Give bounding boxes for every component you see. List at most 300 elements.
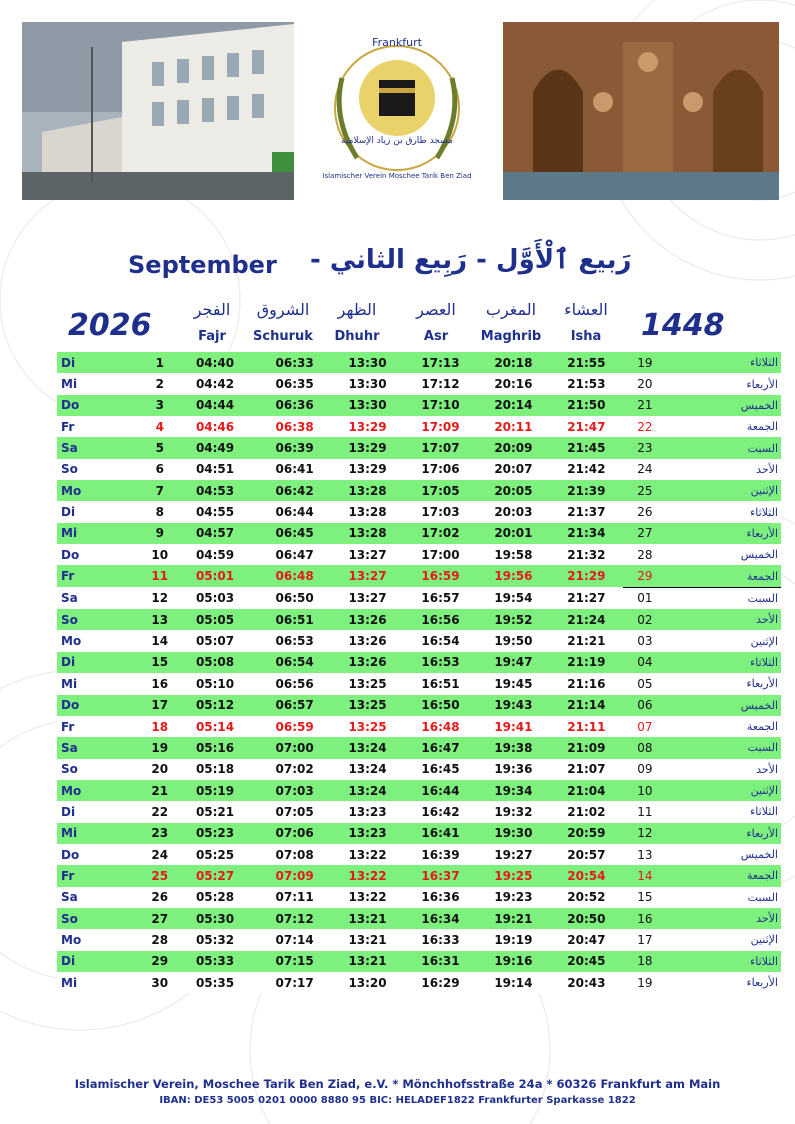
asr-cell: 17:05 [404,480,477,501]
day-cell: 30 [148,972,172,993]
hijri-day-cell: 14 [623,865,667,886]
maghrib-cell: 19:58 [477,544,550,565]
weekday-cell: Di [57,801,148,822]
hijri-day-cell: 17 [623,929,667,950]
asr-cell: 16:34 [404,908,477,929]
arabic-weekday-cell: الخميس [667,844,781,865]
fajr-cell: 04:59 [172,544,258,565]
maghrib-cell: 20:18 [477,352,550,373]
maghrib-cell: 19:56 [477,565,550,587]
weekday-cell: Sa [57,737,148,758]
weekday-cell: Mi [57,673,148,694]
fajr-cell: 05:21 [172,801,258,822]
col-head-ar: الظهر [337,300,377,319]
arabic-weekday-cell: الإثنين [667,929,781,950]
table-row [57,929,781,950]
maghrib-cell: 19:50 [477,630,550,651]
weekday-cell: Mo [57,630,148,651]
isha-cell: 21:53 [550,373,623,394]
schuruk-cell: 07:06 [258,823,331,844]
day-cell: 21 [148,780,172,801]
dhuhr-cell: 13:25 [331,673,404,694]
arabic-weekday-cell: السبت [667,437,781,458]
isha-cell: 21:50 [550,395,623,416]
maghrib-cell: 19:23 [477,887,550,908]
day-cell: 15 [148,652,172,673]
hijri-day-cell: 05 [623,673,667,694]
table-row [57,695,781,716]
col-head-lat: Asr [423,329,449,344]
isha-cell: 21:09 [550,737,623,758]
weekday-cell: Di [57,352,148,373]
day-cell: 7 [148,480,172,501]
asr-cell: 16:48 [404,716,477,737]
col-head-lat: Dhuhr [334,329,380,344]
table-row [57,972,781,993]
isha-cell: 21:11 [550,716,623,737]
dhuhr-cell: 13:26 [331,630,404,651]
maghrib-cell: 19:14 [477,972,550,993]
weekday-cell: Fr [57,865,148,886]
hijri-day-cell: 28 [623,544,667,565]
asr-cell: 17:02 [404,523,477,544]
dhuhr-cell: 13:28 [331,523,404,544]
isha-cell: 21:42 [550,459,623,480]
weekday-cell: Mi [57,523,148,544]
weekday-cell: Di [57,652,148,673]
schuruk-cell: 07:09 [258,865,331,886]
asr-cell: 17:06 [404,459,477,480]
hijri-day-cell: 16 [623,908,667,929]
hijri-day-cell: 25 [623,480,667,501]
isha-cell: 21:21 [550,630,623,651]
col-head-ar: الشروق [256,300,310,319]
table-row [57,673,781,694]
table-row [57,823,781,844]
dhuhr-cell: 13:27 [331,587,404,609]
maghrib-cell: 19:43 [477,695,550,716]
maghrib-cell: 19:41 [477,716,550,737]
isha-cell: 21:16 [550,673,623,694]
col-head-lat: Isha [570,329,602,344]
arabic-weekday-cell: السبت [667,587,781,609]
table-row [57,523,781,544]
fajr-cell: 04:40 [172,352,258,373]
schuruk-cell: 06:57 [258,695,331,716]
maghrib-cell: 19:38 [477,737,550,758]
isha-cell: 21:07 [550,759,623,780]
asr-cell: 17:03 [404,501,477,522]
day-cell: 19 [148,737,172,758]
asr-cell: 16:33 [404,929,477,950]
year-hijri: 1448 [641,308,725,343]
hijri-day-cell: 27 [623,523,667,544]
asr-cell: 17:09 [404,416,477,437]
schuruk-cell: 06:39 [258,437,331,458]
fajr-cell: 05:14 [172,716,258,737]
arabic-weekday-cell: الخميس [667,395,781,416]
dhuhr-cell: 13:30 [331,352,404,373]
fajr-cell: 05:27 [172,865,258,886]
dhuhr-cell: 13:24 [331,759,404,780]
isha-cell: 21:27 [550,587,623,609]
weekday-cell: Fr [57,416,148,437]
day-cell: 20 [148,759,172,780]
schuruk-cell: 06:44 [258,501,331,522]
hijri-day-cell: 07 [623,716,667,737]
fajr-cell: 04:55 [172,501,258,522]
maghrib-cell: 19:19 [477,929,550,950]
col-head-ar: الفجر [193,300,231,319]
table-row [57,565,781,587]
table-row [57,352,781,373]
isha-cell: 21:39 [550,480,623,501]
dhuhr-cell: 13:29 [331,416,404,437]
fajr-cell: 05:16 [172,737,258,758]
dhuhr-cell: 13:24 [331,780,404,801]
isha-cell: 21:24 [550,609,623,630]
dhuhr-cell: 13:21 [331,908,404,929]
schuruk-cell: 06:53 [258,630,331,651]
weekday-cell: Fr [57,565,148,587]
weekday-cell: Mo [57,780,148,801]
arabic-weekday-cell: السبت [667,887,781,908]
arabic-weekday-cell: الخميس [667,544,781,565]
table-row [57,437,781,458]
maghrib-cell: 20:05 [477,480,550,501]
weekday-cell: So [57,908,148,929]
fajr-cell: 05:05 [172,609,258,630]
day-cell: 3 [148,395,172,416]
day-cell: 5 [148,437,172,458]
year-gregorian: 2026 [68,308,152,343]
dhuhr-cell: 13:29 [331,459,404,480]
arabic-weekday-cell: الجمعة [667,416,781,437]
day-cell: 23 [148,823,172,844]
col-head-lat: Fajr [198,329,226,344]
fajr-cell: 05:07 [172,630,258,651]
footer-address: Islamischer Verein, Moschee Tarik Ben Ziad, e.V. * Mönchhofsstraße 24a * 60326 Frankfurt am Main [74,1077,721,1091]
fajr-cell: 05:19 [172,780,258,801]
table-row [57,652,781,673]
day-cell: 12 [148,587,172,609]
dhuhr-cell: 13:29 [331,437,404,458]
table-row [57,865,781,886]
table-row [57,373,781,394]
hijri-months: رَبيع ٱلْأَوَّل - رَبِيع الثاني - [310,245,632,275]
weekday-cell: So [57,459,148,480]
table-row [57,759,781,780]
day-cell: 25 [148,865,172,886]
maghrib-cell: 19:25 [477,865,550,886]
maghrib-cell: 19:32 [477,801,550,822]
weekday-cell: Mi [57,823,148,844]
table-row [57,630,781,651]
day-cell: 10 [148,544,172,565]
fajr-cell: 04:57 [172,523,258,544]
schuruk-cell: 06:48 [258,565,331,587]
arabic-weekday-cell: الجمعة [667,716,781,737]
day-cell: 6 [148,459,172,480]
weekday-cell: Mi [57,972,148,993]
schuruk-cell: 07:15 [258,951,331,972]
day-cell: 8 [148,501,172,522]
maghrib-cell: 20:01 [477,523,550,544]
asr-cell: 17:00 [404,544,477,565]
arabic-weekday-cell: الأربعاء [667,823,781,844]
hijri-day-cell: 03 [623,630,667,651]
table-row [57,544,781,565]
asr-cell: 16:29 [404,972,477,993]
day-cell: 2 [148,373,172,394]
schuruk-cell: 06:50 [258,587,331,609]
weekday-cell: Sa [57,437,148,458]
arabic-weekday-cell: الأحد [667,459,781,480]
isha-cell: 21:55 [550,352,623,373]
fajr-cell: 04:42 [172,373,258,394]
day-cell: 22 [148,801,172,822]
mosque-logo [312,28,482,198]
fajr-cell: 05:01 [172,565,258,587]
hijri-day-cell: 01 [623,587,667,609]
schuruk-cell: 07:11 [258,887,331,908]
weekday-cell: Do [57,544,148,565]
isha-cell: 20:59 [550,823,623,844]
maghrib-cell: 20:03 [477,501,550,522]
schuruk-cell: 07:00 [258,737,331,758]
dhuhr-cell: 13:25 [331,695,404,716]
schuruk-cell: 06:41 [258,459,331,480]
asr-cell: 16:44 [404,780,477,801]
arabic-weekday-cell: الأربعاء [667,373,781,394]
asr-cell: 16:37 [404,865,477,886]
weekday-cell: Sa [57,887,148,908]
table-row [57,716,781,737]
asr-cell: 16:45 [404,759,477,780]
dhuhr-cell: 13:26 [331,609,404,630]
dhuhr-cell: 13:24 [331,737,404,758]
day-cell: 9 [148,523,172,544]
day-cell: 17 [148,695,172,716]
arabic-weekday-cell: الأحد [667,759,781,780]
day-cell: 4 [148,416,172,437]
hijri-day-cell: 11 [623,801,667,822]
table-row [57,587,781,609]
col-head-ar: العصر [416,300,456,319]
dhuhr-cell: 13:20 [331,972,404,993]
isha-cell: 21:02 [550,801,623,822]
day-cell: 13 [148,609,172,630]
fajr-cell: 05:33 [172,951,258,972]
weekday-cell: So [57,609,148,630]
table-row [57,801,781,822]
asr-cell: 16:47 [404,737,477,758]
day-cell: 1 [148,352,172,373]
fajr-cell: 04:46 [172,416,258,437]
schuruk-cell: 06:45 [258,523,331,544]
arabic-weekday-cell: الأحد [667,908,781,929]
arabic-weekday-cell: الجمعة [667,565,781,587]
isha-cell: 20:43 [550,972,623,993]
day-cell: 18 [148,716,172,737]
maghrib-cell: 19:45 [477,673,550,694]
day-cell: 29 [148,951,172,972]
table-row [57,395,781,416]
arabic-weekday-cell: الخميس [667,695,781,716]
hijri-day-cell: 22 [623,416,667,437]
day-cell: 26 [148,887,172,908]
hijri-day-cell: 13 [623,844,667,865]
logo-text-top: Frankfurt [372,36,422,49]
hijri-day-cell: 08 [623,737,667,758]
isha-cell: 21:32 [550,544,623,565]
maghrib-cell: 20:14 [477,395,550,416]
dhuhr-cell: 13:28 [331,480,404,501]
isha-cell: 21:47 [550,416,623,437]
schuruk-cell: 06:42 [258,480,331,501]
schuruk-cell: 07:17 [258,972,331,993]
schuruk-cell: 06:35 [258,373,331,394]
day-cell: 24 [148,844,172,865]
arabic-weekday-cell: الأربعاء [667,523,781,544]
arabic-weekday-cell: الثلاثاء [667,951,781,972]
dhuhr-cell: 13:23 [331,823,404,844]
col-head-ar: المغرب [485,300,537,319]
asr-cell: 17:12 [404,373,477,394]
weekday-cell: Mo [57,480,148,501]
schuruk-cell: 06:54 [258,652,331,673]
fajr-cell: 05:18 [172,759,258,780]
hijri-day-cell: 10 [623,780,667,801]
isha-cell: 20:57 [550,844,623,865]
isha-cell: 20:47 [550,929,623,950]
maghrib-cell: 19:52 [477,609,550,630]
isha-cell: 21:14 [550,695,623,716]
maghrib-cell: 19:54 [477,587,550,609]
arabic-weekday-cell: الإثنين [667,780,781,801]
hijri-day-cell: 19 [623,972,667,993]
maghrib-cell: 19:34 [477,780,550,801]
maghrib-cell: 19:30 [477,823,550,844]
arabic-weekday-cell: الثلاثاء [667,652,781,673]
prayer-times-table [57,352,781,993]
arabic-weekday-cell: الأربعاء [667,972,781,993]
isha-cell: 21:37 [550,501,623,522]
asr-cell: 16:42 [404,801,477,822]
arabic-weekday-cell: الثلاثاء [667,352,781,373]
hijri-day-cell: 15 [623,887,667,908]
fajr-cell: 05:03 [172,587,258,609]
schuruk-cell: 06:56 [258,673,331,694]
arabic-weekday-cell: الجمعة [667,865,781,886]
fajr-cell: 05:23 [172,823,258,844]
fajr-cell: 04:44 [172,395,258,416]
maghrib-cell: 20:11 [477,416,550,437]
schuruk-cell: 06:33 [258,352,331,373]
dhuhr-cell: 13:21 [331,951,404,972]
weekday-cell: Do [57,395,148,416]
day-cell: 28 [148,929,172,950]
dhuhr-cell: 13:25 [331,716,404,737]
hijri-day-cell: 24 [623,459,667,480]
asr-cell: 16:50 [404,695,477,716]
asr-cell: 17:07 [404,437,477,458]
arabic-weekday-cell: الثلاثاء [667,801,781,822]
dhuhr-cell: 13:21 [331,929,404,950]
fajr-cell: 05:12 [172,695,258,716]
table-row [57,908,781,929]
table-row [57,416,781,437]
asr-cell: 16:56 [404,609,477,630]
hijri-day-cell: 20 [623,373,667,394]
logo-text-arabic: مسجد طارق بن زياد الإسلامية [341,136,453,146]
logo-text-ring: Islamischer Verein Moschee Tarik Ben Ziad [322,172,472,180]
schuruk-cell: 07:08 [258,844,331,865]
arabic-weekday-cell: الأربعاء [667,673,781,694]
hijri-day-cell: 12 [623,823,667,844]
col-head-ar: العشاء [564,300,608,319]
footer-bank: IBAN: DE53 5005 0201 0000 8880 95 BIC: HELADEF1822 Frankfurter Sparkasse 1822 [159,1095,636,1106]
hijri-day-cell: 26 [623,501,667,522]
dhuhr-cell: 13:30 [331,395,404,416]
day-cell: 14 [148,630,172,651]
arabic-weekday-cell: السبت [667,737,781,758]
isha-cell: 21:19 [550,652,623,673]
weekday-cell: So [57,759,148,780]
dhuhr-cell: 13:22 [331,887,404,908]
isha-cell: 20:54 [550,865,623,886]
asr-cell: 16:53 [404,652,477,673]
schuruk-cell: 06:59 [258,716,331,737]
weekday-cell: Mi [57,373,148,394]
table-row [57,501,781,522]
table-row [57,780,781,801]
schuruk-cell: 07:05 [258,801,331,822]
maghrib-cell: 20:07 [477,459,550,480]
hijri-day-cell: 21 [623,395,667,416]
weekday-cell: Di [57,501,148,522]
day-cell: 27 [148,908,172,929]
day-cell: 16 [148,673,172,694]
arabic-weekday-cell: الإثنين [667,630,781,651]
col-head-dhuhr [312,300,402,344]
fajr-cell: 05:35 [172,972,258,993]
dhuhr-cell: 13:27 [331,544,404,565]
hijri-day-cell: 18 [623,951,667,972]
dhuhr-cell: 13:22 [331,865,404,886]
weekday-cell: Do [57,844,148,865]
isha-cell: 21:04 [550,780,623,801]
schuruk-cell: 06:36 [258,395,331,416]
day-cell: 11 [148,565,172,587]
mihrab-photo [503,22,779,200]
asr-cell: 16:59 [404,565,477,587]
dhuhr-cell: 13:26 [331,652,404,673]
hijri-day-cell: 04 [623,652,667,673]
asr-cell: 17:10 [404,395,477,416]
schuruk-cell: 07:02 [258,759,331,780]
col-head-isha [541,300,631,344]
table-row [57,459,781,480]
table-row [57,609,781,630]
hijri-day-cell: 09 [623,759,667,780]
weekday-cell: Di [57,951,148,972]
maghrib-cell: 19:47 [477,652,550,673]
asr-cell: 16:39 [404,844,477,865]
maghrib-cell: 19:27 [477,844,550,865]
asr-cell: 16:36 [404,887,477,908]
month-latin: September [128,251,277,279]
